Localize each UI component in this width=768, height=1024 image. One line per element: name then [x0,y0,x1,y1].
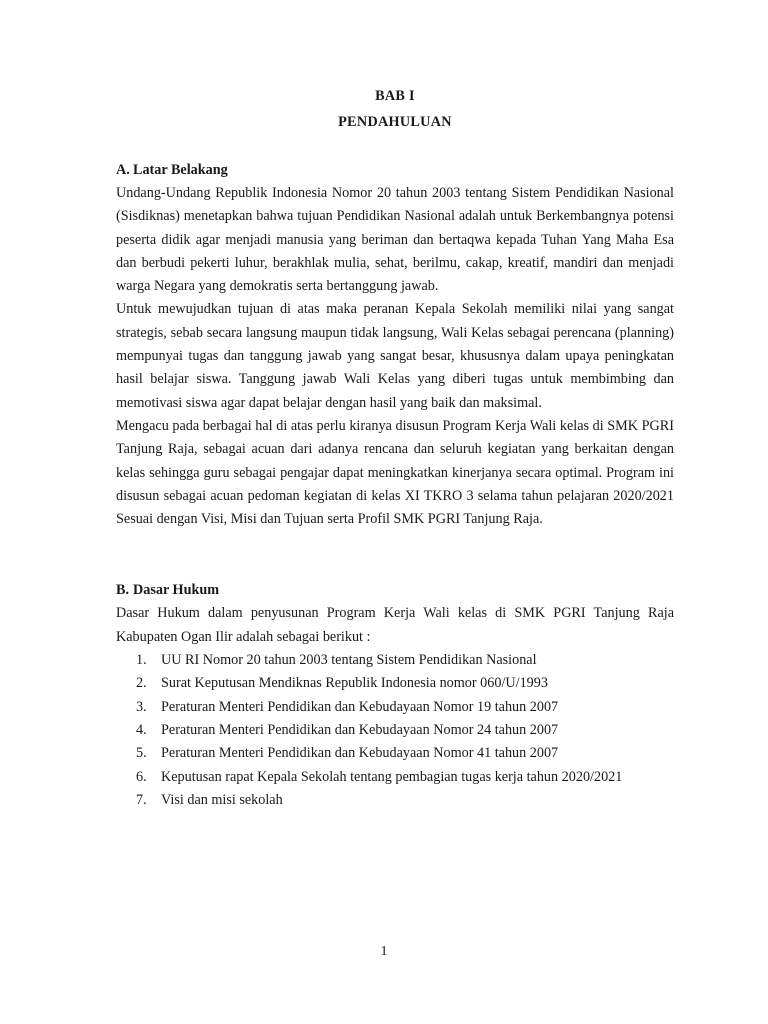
list-item-number: 6. [136,768,147,785]
page-number: 1 [380,944,388,959]
section-a-paragraph-3: Mengacu pada berbagai hal di atas perlu kiranya disusun Program Kerja Wali kelas di SMK PGRI Tanjung Raja, sebagai acuan dari adanya rencana dan seluruh kegiatan yang berkaitan dengan kelas sehingga guru sebagai pengajar dapat meningkatkan kinerjanya secara optimal. Program ini disusun sebagai acuan pedoman kegiatan di kelas XI TKRO 3 selama tahun pelajaran 2020/2021 Sesuai dengan Visi, Misi dan Tujuan serta Profil SMK PGRI Tanjung Raja. [116,417,674,528]
page-content [116,84,674,812]
chapter-title: PENDAHULUAN [338,114,452,130]
section-b-heading [116,578,674,602]
list-item [136,719,674,742]
list-item-number: 7. [136,791,147,808]
list-item-text: Surat Keputusan Mendiknas Republik Indonesia nomor 060/U/1993 [161,675,548,692]
section-a-paragraph-2: Untuk mewujudkan tujuan di atas maka peranan Kepala Sekolah memiliki nilai yang sangat strategis, sebab secara langsung maupun tidak langsung, Wali Kelas sebagai perencana (planning) mempunyai tugas dan tanggung jawab yang sangat besar, khususnya dalam upaya peningkatan hasil belajar siswa. Tanggung jawab Wali Kelas yang diberi tugas untuk membimbing dan memotivasi siswa agar dapat belajar dengan hasil yang baik dan maksimal. [116,301,674,411]
list-item-number: 3. [136,698,147,715]
section-b-title: Dasar Hukum [133,582,220,599]
list-item [136,789,674,812]
legal-basis-list [116,649,674,812]
section-b-intro: Dasar Hukum dalam penyusunan Program Kerja Wali kelas di SMK PGRI Tanjung Raja Kabupaten Ogan Ilir adalah sebagai berikut : [116,605,674,645]
list-item-text: UU RI Nomor 20 tahun 2003 tentang Sistem Pendidikan Nasional [161,652,537,669]
list-item-number: 4. [136,721,147,738]
section-a-heading [116,158,674,182]
section-a-label: A. [116,162,130,178]
list-item [136,649,674,672]
section-a-paragraph-1: Undang-Undang Republik Indonesia Nomor 20 tahun 2003 tentang Sistem Pendidikan Nasional (Sisdiknas) menetapkan bahwa tujuan Pendidikan Nasional adalah untuk Berkembangnya potensi peserta didik agar menjadi manusia yang beriman dan bertaqwa kepada Tuhan Yang Maha Esa dan berbudi pekerti luhur, berakhlak mulia, sehat, berilmu, cakap, kreatif, mandiri dan menjadi warga Negara yang demokratis serta bertanggung jawab. [116,185,674,295]
chapter-number: BAB I [375,88,415,104]
list-item-text: Keputusan rapat Kepala Sekolah tentang pembagian tugas kerja tahun 2020/2021 [161,768,623,785]
list-item-number: 1. [136,652,147,669]
list-item-number: 2. [136,675,147,692]
list-item-text: Peraturan Menteri Pendidikan dan Kebudayaan Nomor 41 tahun 2007 [161,745,559,762]
list-item-text: Peraturan Menteri Pendidikan dan Kebudayaan Nomor 24 tahun 2007 [161,721,559,738]
section-a-title: Latar Belakang [133,162,228,178]
list-item [136,672,674,695]
list-item [136,766,674,789]
list-item-text: Visi dan misi sekolah [161,791,283,808]
list-item-text: Peraturan Menteri Pendidikan dan Kebudayaan Nomor 19 tahun 2007 [161,698,559,715]
list-item [136,696,674,719]
section-b-label: B. [116,582,130,599]
list-item [136,742,674,765]
list-item-number: 5. [136,745,147,762]
